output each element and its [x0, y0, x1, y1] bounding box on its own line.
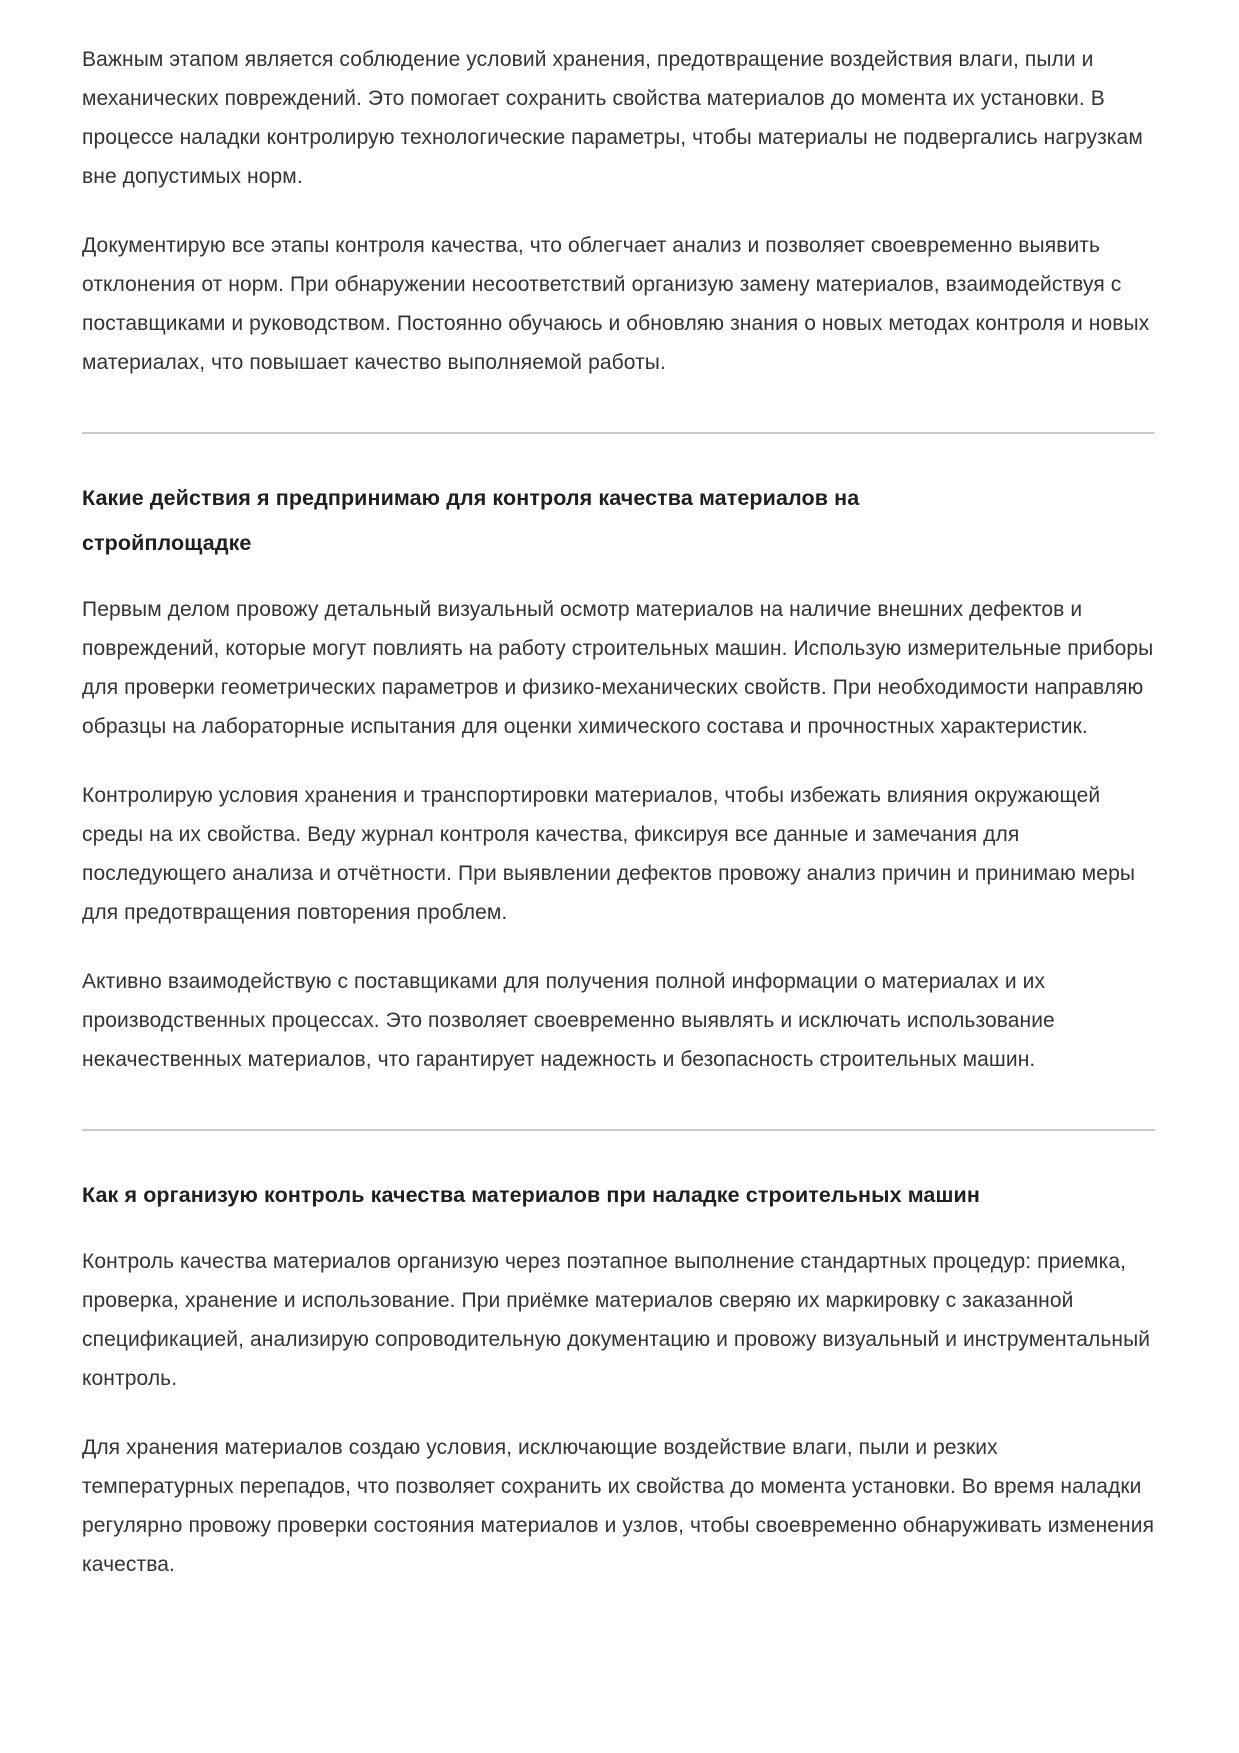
- paragraph-supplier-interaction: Активно взаимодействую с поставщиками для получения полной информации о материалах и их производственных процессах. Это позволяет своевременно выявлять и исключать использование некачественных материалов, что гарантирует надежность и безопасность строительных машин.: [82, 970, 1055, 1071]
- section-heading-machine-setup-quality-control: Как я организую контроль качества материалов при наладке строительных машин: [82, 1183, 980, 1207]
- paragraph-documentation: Документирую все этапы контроля качества, что облегчает анализ и позволяет своевременно выявить отклонения от норм. При обнаружении несоответствий организую замену материалов, взаимодействуя с поставщиками и руководством. Постоянно обучаюсь и обновляю знания о новых методах контроля и новых материалах, что повышает качество выполняемой работы.: [82, 234, 1150, 374]
- section-heading-site-quality-control: Какие действия я предпринимаю для контроля качества материалов на стройплощадке: [82, 486, 860, 555]
- section-divider: [82, 432, 1155, 434]
- paragraph-visual-inspection: Первым делом провожу детальный визуальный осмотр материалов на наличие внешних дефектов и повреждений, которые могут повлиять на работу строительных машин. Использую измерительные приборы для проверки геометрических параметров и физико-механических свойств. При необходимости направляю образцы на лабораторные испытания для оценки химического состава и прочностных характеристик.: [82, 598, 1154, 738]
- paragraph-storage-conditions: Важным этапом является соблюдение условий хранения, предотвращение воздействия влаги, пыли и механических повреждений. Это помогает сохранить свойства материалов до момента их установки. В процессе наладки контролирую технологические параметры, чтобы материалы не подвергались нагрузкам вне допустимых норм.: [82, 48, 1143, 188]
- paragraph-staged-procedures: Контроль качества материалов организую через поэтапное выполнение стандартных процедур: приемка, проверка, хранение и использование. При приёмке материалов сверяю их маркировку с заказанной спецификацией, анализирую сопроводительную документацию и провожу визуальный и инструментальный контроль.: [82, 1250, 1151, 1390]
- paragraph-storage-transport-control: Контролирую условия хранения и транспортировки материалов, чтобы избежать влияния окружающей среды на их свойства. Веду журнал контроля качества, фиксируя все данные и замечания для последующего анализа и отчётности. При выявлении дефектов провожу анализ причин и принимаю меры для предотвращения повторения проблем.: [82, 784, 1136, 924]
- paragraph-storage-environment: Для хранения материалов создаю условия, исключающие воздействие влаги, пыли и резких температурных перепадов, что позволяет сохранить их свойства до момента установки. Во время наладки регулярно провожу проверки состояния материалов и узлов, чтобы своевременно обнаруживать изменения качества.: [82, 1436, 1155, 1576]
- section-divider: [82, 1129, 1155, 1131]
